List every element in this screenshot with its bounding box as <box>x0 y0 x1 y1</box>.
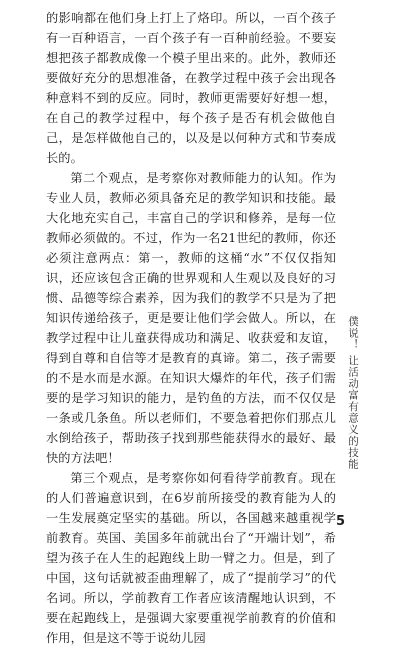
page-body <box>46 8 336 648</box>
paragraph-2: 第二个观点，是考察你对教师能力的认知。作为专业人员，教师必须具备充足的教学知识和技能。最大化地充实自己，丰富自己的学识和修养，是每一位教师必须做的。不过，作为一名21世纪的教师，你还必须注意两点：第一，教师的这桶“水”不仅仅指知识，还应该包含正确的世界观和人生观以及良好的习惯、品德等综合素养，因为我们的教学不只是为了把知识传递给孩子，更是要让他们学会做人。所以，在教学过程中让儿童获得成功和满足、收获爱和友谊，得到自尊和自信等才是教育的真谛。第二，孩子需要的不是水而是水源。在知识大爆炸的年代，孩子们需要的是学习知识的能力，是钓鱼的方法，而不仅仅是一条或几条鱼。所以老师们，不要急着把你们那点儿水倒给孩子，帮助孩子找到那些能获得水的最好、最快的方法吧！ <box>46 171 336 465</box>
paragraph-1: 的影响都在他们身上打上了烙印。所以，一百个孩子有一百种语言，一百个孩子有一百种前经验。不要妄想把孩子都教成像一个模子里出来的。此外，教师还要做好充分的思想准备，在教学过程中孩子会出现各种意料不到的反应。同时，教师更需要好好想一想，在自己的教学过程中，每个孩子是否有机会做他自己，是怎样做他自己的，以及是以何种方式和节奏成长的。 <box>46 11 336 165</box>
page-number: 5 <box>336 514 346 529</box>
paragraph-3: 第三个观点，是考察你如何看待学前教育。现在的人们普遍意识到，在6岁前所接受的教育能为人的一生发展奠定坚实的基础。所以，各国越来越重视学前教育。英国、美国多年前就出台了“开端计划”，希望为孩子在人生的起跑线上助一臂之力。但是，到了中国，这句话就被歪曲理解了，成了“提前学习”的代名词。所以，学前教育工作者应该清醒地认识到，不要在起跑线上，是强调大家要重视学前教育的价值和作用，但是这不等于说幼儿园 <box>46 471 336 645</box>
running-header-sidebar <box>342 316 364 536</box>
series-title: 僕说！ 让活动富有意义的技能 <box>347 316 359 470</box>
